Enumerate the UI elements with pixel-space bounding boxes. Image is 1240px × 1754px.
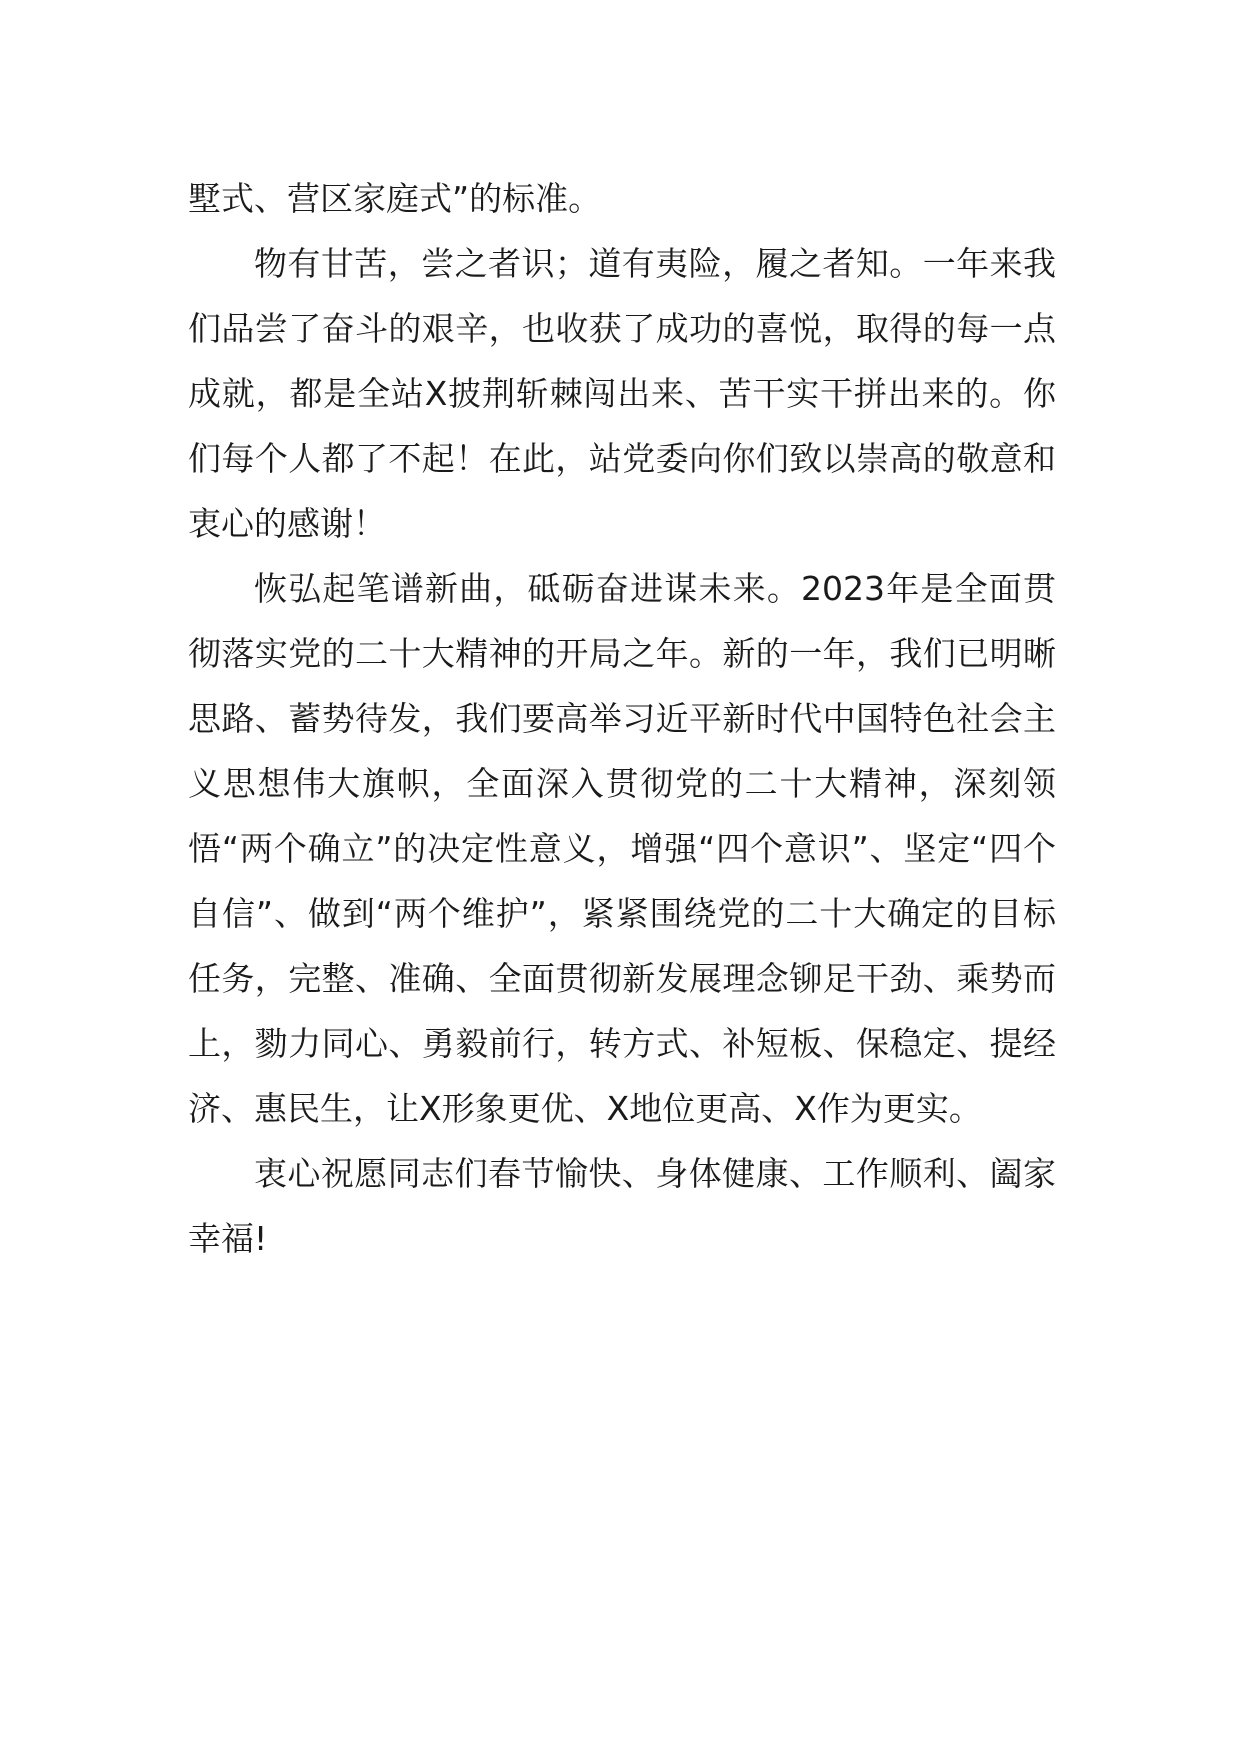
paragraph-gratitude: 物有甘苦，尝之者识；道有夷险，履之者知。一年来我们品尝了奋斗的艰辛，也收获了成功的喜悦，取得的每一点成就，都是全站X披荆斩棘闯出来、苦干实干拼出来的。你们每个人都了不起！在此，站党委向你们致以崇高的敬意和衷心的感谢！ bbox=[188, 244, 1056, 543]
paragraph-continuation: 墅式、营区家庭式”的标准。 bbox=[188, 179, 602, 218]
paragraph-outlook: 恢弘起笔谱新曲，砥砺奋进谋未来。2023年是全面贯彻落实党的二十大精神的开局之年。新的一年，我们已明晰思路、蓄势待发，我们要高举习近平新时代中国特色社会主义思想伟大旗帜，全面深入贯彻党的二十大精神，深刻领悟“两个确立”的决定性意义，增强“四个意识”、坚定“四个自信”、做到“两个维护”，紧紧围绕党的二十大确定的目标任务，完整、准确、全面贯彻新发展理念铆足干劲、乘势而上，勠力同心、勇毅前行，转方式、补短板、保稳定、提经济、惠民生，让X形象更优、X地位更高、X作为更实。 bbox=[188, 569, 1056, 1128]
document-body bbox=[188, 166, 1056, 1271]
paragraph-wishes: 衷心祝愿同志们春节愉快、身体健康、工作顺利、阖家幸福! bbox=[188, 1154, 1056, 1258]
